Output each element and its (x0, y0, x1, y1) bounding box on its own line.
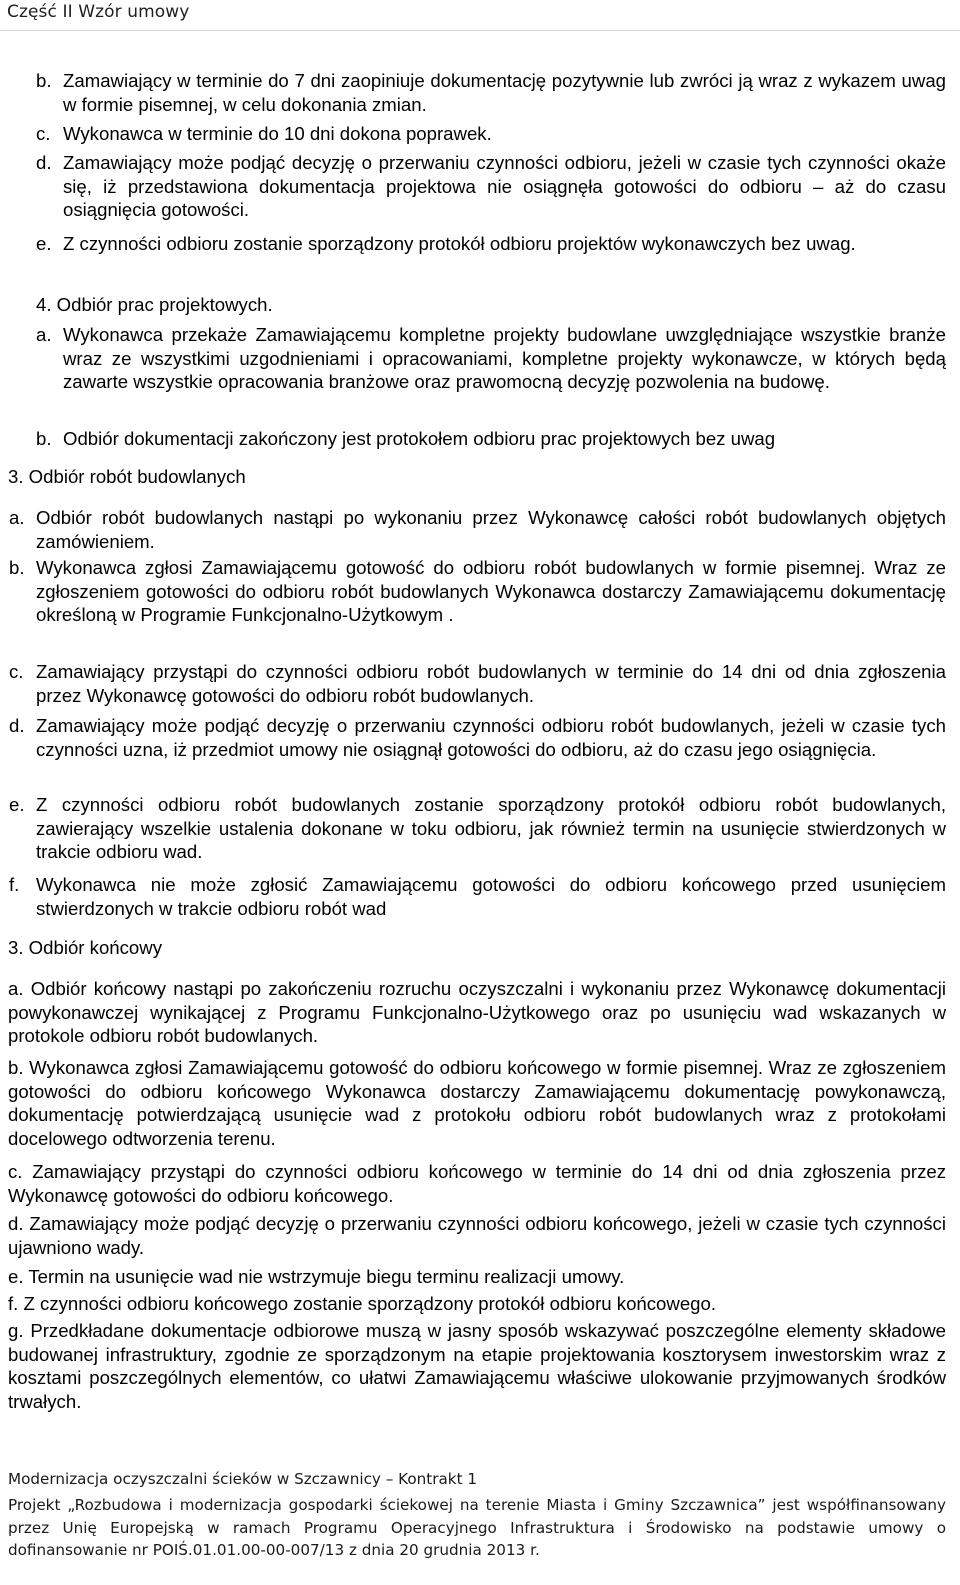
list-item-text: Wykonawca zgłosi Zamawiającemu gotowość do odbioru końcowego w formie pisemnej. Wraz ze zgłoszeniem gotowości do odbioru końcowego Wykonawca dostarczy Zamawiającemu dokumentację powykonawczą, dokumentację potwierdzającą usunięcie wad z protokołu odbioru robót budowlanych wraz z protokołami docelowego odtworzenia terenu. (8, 1057, 946, 1149)
list-item-text: Termin na usunięcie wad nie wstrzymuje biegu terminu realizacji umowy. (28, 1266, 625, 1287)
list-item-marker: b. (36, 70, 52, 91)
list-item-text: Zamawiający przystąpi do czynności odbioru końcowego w terminie do 14 dni od dnia zgłoszenia przez Wykonawcę gotowości do odbioru końcowego. (8, 1161, 947, 1206)
footer-funding-note: Projekt „Rozbudowa i modernizacja gospodarki ściekowej na terenie Miasta i Gminy Szczawnica” jest współfinansowany przez Unię Europejską w ramach Programu Operacyjnego Infrastruktura i Środowisko na podstawie umowy o dofinansowanie nr POIŚ.01.01.00-00-007/13 z dnia 20 grudnia 2013 r. (8, 1496, 946, 1559)
list-item-text: Z czynności odbioru zostanie sporządzony protokół odbioru projektów wykonawczych bez uwag. (63, 233, 856, 254)
list-item-marker: a. (9, 507, 25, 528)
list-item-marker: e. (9, 794, 25, 815)
list-item (8, 1212, 946, 1259)
list-item-text: Odbiór końcowy nastąpi po zakończeniu rozruchu oczyszczalni i wykonaniu przez Wykonawcę dokumentacji powykonawczej wynikającej z Programu Funkcjonalno-Użytkowego oraz po usunięciu wad wskazanych w protokole odbioru robót budowlanych. (8, 978, 946, 1047)
list-item (8, 1160, 946, 1207)
list-item (8, 1265, 946, 1289)
list-item-marker: e. (36, 233, 52, 254)
list-item-marker: d. (8, 1213, 30, 1234)
list-item (36, 232, 946, 256)
list-item (9, 873, 946, 920)
list-item-text: Zamawiający może podjąć decyzję o przerwaniu czynności odbioru, jeżeli w czasie tych czynności okaże się, iż przedstawiona dokumentacja projektowa nie osiągnęła gotowości do odbioru – aż do czasu osiągnięcia gotowości. (63, 152, 946, 221)
list-item-text: Wykonawca nie może zgłosić Zamawiającemu gotowości do odbioru końcowego przed usunięciem stwierdzonych w trakcie odbioru robót wad (36, 874, 946, 919)
list-item (9, 556, 946, 627)
list-item-text: Wykonawca zgłosi Zamawiającemu gotowość do odbioru robót budowlanych w formie pisemnej. Wraz ze zgłoszeniem gotowości do odbioru robót budowlanych Wykonawca dostarczy Zamawiającemu dokumentację określoną w Programie Funkcjonalno-Użytkowym . (36, 557, 946, 626)
list-item-marker: c. (36, 123, 51, 144)
list-item-marker: a. (8, 978, 31, 999)
header-divider (0, 30, 960, 31)
list-item (36, 151, 946, 222)
list-item-marker: e. (8, 1266, 29, 1287)
list-item-marker: d. (36, 152, 52, 173)
list-item (36, 122, 946, 146)
list-item-text: Odbiór dokumentacji zakończony jest protokołem odbioru prac projektowych bez uwag (63, 428, 776, 449)
list-item-marker: d. (9, 715, 25, 736)
list-item-text: Z czynności odbioru końcowego zostanie sporządzony protokół odbioru końcowego. (23, 1293, 717, 1314)
list-item-marker: f. (9, 874, 20, 895)
list-item (36, 427, 960, 451)
list-item-marker: c. (8, 1161, 33, 1182)
list-item-text: Odbiór robót budowlanych nastąpi po wykonaniu przez Wykonawcę całości robót budowlanych objętych zamówieniem. (36, 507, 946, 552)
list-item (8, 1056, 946, 1150)
list-item-text: Zamawiający przystąpi do czynności odbioru robót budowlanych w terminie do 14 dni od dnia zgłoszenia przez Wykonawcę gotowości do odbioru robót budowlanych. (36, 661, 946, 706)
list-item-text: Przedkładane dokumentacje odbiorowe muszą w jasny sposób wskazywać poszczególne elementy składowe budowanej infrastruktury, zgodnie ze sporządzonym na etapie projektowania kosztorysem inwestorskim wraz z kosztami poszczególnych elementów, co ułatwi Zamawiającemu właściwe ulokowanie przyjmowanych środków trwałych. (8, 1320, 946, 1412)
section-heading-text: 3. Odbiór robót budowlanych (8, 466, 246, 487)
list-item-text: Zamawiający może podjąć decyzję o przerwaniu czynności odbioru robót budowlanych, jeżeli w czasie tych czynności uzna, iż przedmiot umowy nie osiągnął gotowości do odbioru, aż do czasu jego osiągnięcia. (36, 715, 946, 760)
list-item (8, 1319, 946, 1413)
list-item (9, 793, 946, 864)
list-item (36, 323, 946, 394)
section-heading (36, 293, 936, 317)
list-item-text: Zamawiający w terminie do 7 dni zaopiniuje dokumentację pozytywnie lub zwróci ją wraz z wykazem uwag w formie pisemnej, w celu dokonania zmian. (63, 70, 946, 115)
list-item-marker: b. (36, 428, 52, 449)
list-item-text: Wykonawca w terminie do 10 dni dokona poprawek. (63, 123, 492, 144)
list-item-marker: b. (9, 557, 25, 578)
list-item (9, 506, 946, 553)
list-item-marker: b. (8, 1057, 30, 1078)
list-item-marker: f. (8, 1293, 24, 1314)
list-item (9, 660, 946, 707)
list-item-marker: g. (8, 1320, 31, 1341)
list-item (8, 1292, 946, 1316)
document-header-title: Część II Wzór umowy (7, 2, 190, 22)
list-item (8, 977, 946, 1048)
section-heading (8, 936, 908, 960)
list-item-text: Zamawiający może podjąć decyzję o przerwaniu czynności odbioru końcowego, jeżeli w czasie tych czynności ujawniono wady. (8, 1213, 946, 1258)
list-item-text: Wykonawca przekaże Zamawiającemu kompletne projekty budowlane uwzględniające wszystkie branże wraz ze wszystkimi uzgodnieniami i opracowaniami, kompletne projekty wykonawcze, w których będą zawarte wszystkie opracowania branżowe oraz prawomocną decyzję pozwolenia na budowę. (63, 324, 946, 393)
list-item-text: Z czynności odbioru robót budowlanych zostanie sporządzony protokół odbioru robót budowlanych, zawierający wszelkie ustalenia dokonane w toku odbioru, jak również termin na usunięcie stwierdzonych w trakcie odbioru wad. (36, 794, 946, 863)
list-item-marker: a. (36, 324, 52, 345)
list-item (36, 69, 946, 116)
section-heading-text: 3. Odbiór końcowy (8, 937, 162, 958)
footer-contract-title: Modernizacja oczyszczalni ścieków w Szczawnicy – Kontrakt 1 (8, 1470, 478, 1488)
list-item-marker: c. (9, 661, 24, 682)
section-heading (8, 465, 908, 489)
list-item (9, 714, 946, 761)
section-heading-text: 4. Odbiór prac projektowych. (36, 294, 273, 315)
